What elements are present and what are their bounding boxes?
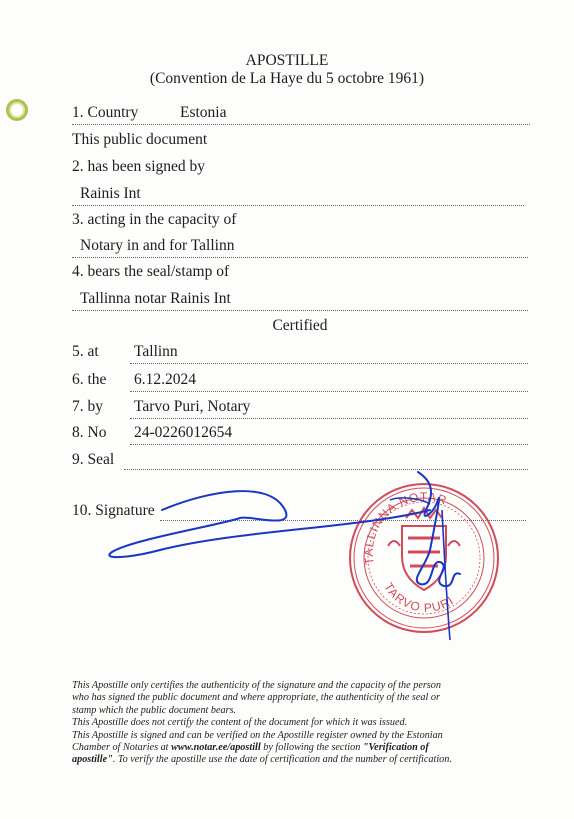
- disclaimer-line: stamp which the public document bears.: [72, 704, 237, 716]
- stamp-top-text: TALLINNA NOTAR: [361, 489, 450, 566]
- dotted-line: [130, 363, 528, 364]
- disclaimer-text-part: by following the section: [260, 742, 363, 754]
- dotted-line: [130, 391, 528, 392]
- disclaimer-line: This Apostille does not certify the content of the document for which it was issued.: [72, 717, 408, 729]
- signature-label: 10. Signature: [72, 502, 155, 519]
- seal-stamp-label: 4. bears the seal/stamp of: [72, 263, 230, 280]
- country-label: 1. Country: [72, 104, 139, 121]
- public-document-text: This public document: [72, 131, 208, 148]
- at-value: Tallinn: [134, 343, 178, 360]
- number-value: 24-0226012654: [134, 424, 233, 441]
- dotted-line: [130, 444, 528, 445]
- signed-label: 2. has been signed by: [72, 158, 206, 175]
- capacity-value: Notary in and for Tallinn: [80, 237, 235, 254]
- verification-section-name: apostille": [72, 754, 113, 766]
- verification-section-name: "Verification of: [362, 742, 429, 754]
- disclaimer-text-part: Chamber of Notaries at: [72, 742, 172, 754]
- binding-hole-icon: [6, 99, 28, 121]
- by-value: Tarvo Puri, Notary: [134, 398, 251, 415]
- disclaimer-line: who has signed the public document and where appropriate, the authenticity of the seal or: [72, 692, 440, 704]
- dotted-line: [130, 418, 528, 419]
- dotted-line: [72, 310, 528, 311]
- seal-label: 9. Seal: [72, 451, 115, 468]
- disclaimer-line: This Apostille only certifies the authenticity of the signature and the capacity of the person: [72, 680, 441, 691]
- document-subtitle: (Convention de La Haye du 5 octobre 1961): [149, 70, 425, 87]
- handwritten-signature: [100, 470, 520, 650]
- disclaimer-line: This Apostille is signed and can be verified on the Apostille register owned by the Estonian: [72, 729, 443, 741]
- disclaimer-line: [72, 742, 542, 754]
- disclaimer-text-part: . To verify the apostille use the date of certification and the number of certification.: [112, 754, 452, 766]
- disclaimer-line: [72, 754, 542, 766]
- dotted-line: [72, 257, 528, 258]
- country-value: Estonia: [180, 104, 227, 121]
- disclaimer-text: [72, 680, 542, 767]
- stamp-bottom-text: TARVO PURI: [381, 580, 457, 615]
- by-label: 7. by: [72, 398, 103, 415]
- date-label: 6. the: [72, 371, 107, 388]
- date-value: 6.12.2024: [134, 371, 196, 388]
- dotted-line: [72, 205, 524, 206]
- at-label: 5. at: [72, 343, 99, 360]
- number-label: 8. No: [72, 424, 107, 441]
- verification-link[interactable]: www.notar.ee/apostill: [171, 742, 261, 754]
- certified-heading: Certified: [272, 317, 328, 334]
- document-title: APOSTILLE: [245, 52, 329, 69]
- seal-stamp-value: Tallinna notar Rainis Int: [80, 290, 231, 307]
- dotted-line: [72, 124, 530, 125]
- capacity-label: 3. acting in the capacity of: [72, 211, 237, 228]
- signed-value: Rainis Int: [80, 185, 141, 202]
